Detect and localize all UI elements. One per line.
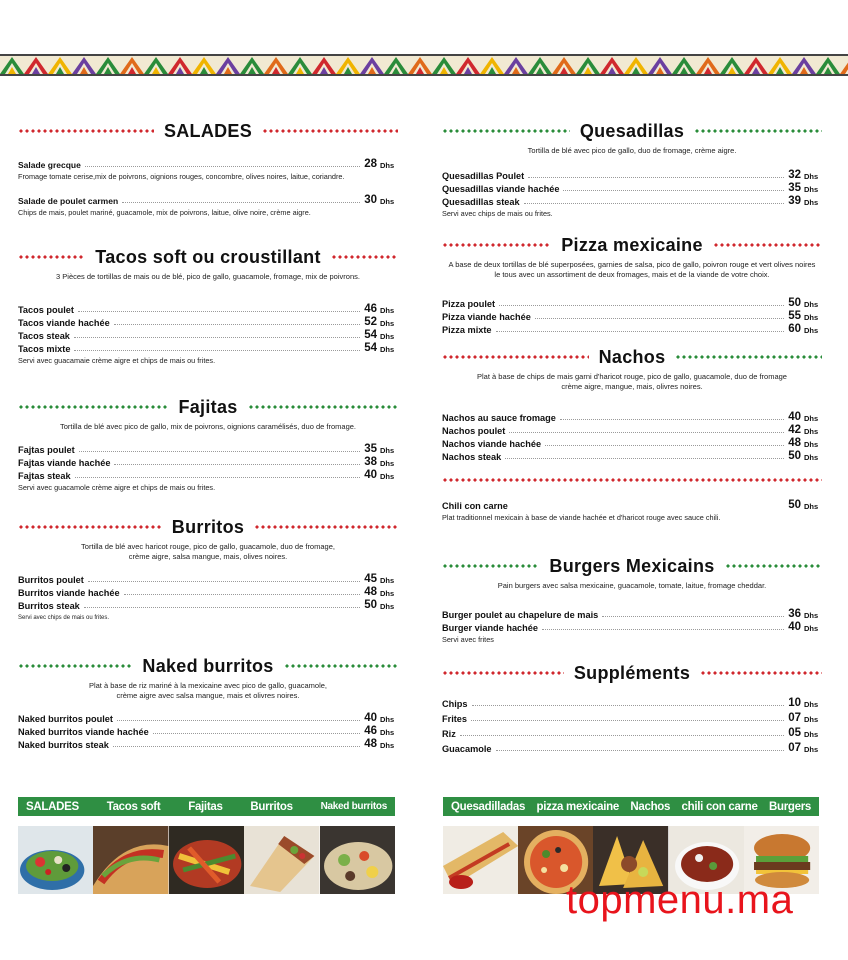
menu-item [18, 341, 398, 354]
item-name: Nachos viande hachée [442, 439, 542, 449]
section-description: Plat à base de chips de mais garni d'haricot rouge, pico de gallo, guacamole, duo de fromage crème aigre, mangue, mais, olivres noires. [477, 372, 787, 391]
category-label: Naked burritos [320, 801, 387, 812]
item-currency: Dhs [380, 332, 395, 341]
item-name: Burritos viande hachée [18, 588, 120, 598]
naked-burritos-photo [320, 826, 395, 894]
quesadillas-photo [443, 826, 518, 894]
section-title: Naked burritos [142, 655, 274, 676]
menu-item [442, 168, 822, 181]
section-burritos [18, 514, 398, 623]
section-description: Tortilla de blé avec pico de gallo, mix de poivrons, oignions caramélisés, duo de fromage. [60, 422, 356, 431]
dotted-rule [254, 525, 398, 529]
item-price: 52 [364, 316, 377, 328]
menu-item [442, 694, 822, 709]
item-currency: Dhs [804, 185, 819, 194]
item-currency: Dhs [380, 472, 395, 481]
section-description: Tortilla de blé avec pico de gallo, duo de fromage, crème aigre. [527, 146, 737, 155]
category-label: SALADES [26, 800, 79, 813]
item-currency: Dhs [380, 741, 395, 750]
section-description: Tortilla de blé avec haricot rouge, pico de gallo, guacamole, duo de fromage, crème aigre, salsa mangue, mais, olives noires. [81, 542, 335, 561]
item-name: Guacamole [442, 744, 492, 754]
item-currency: Dhs [380, 589, 395, 598]
item-currency: Dhs [380, 161, 395, 170]
item-price: 48 [364, 586, 377, 598]
category-bar-right [443, 797, 819, 816]
section-description: A base de deux tortillas de blé superposées, garnies de salsa, pico de gallo, poivron rouge et vert olives noires le tous avec un assortiment de deux fromages, mais et de la viande de votre choix. [448, 260, 816, 279]
item-name: Tacos mixte [18, 344, 71, 354]
item-currency: Dhs [804, 313, 819, 322]
section-title: Tacos soft ou croustillant [95, 246, 321, 267]
item-name: Chili con carne [442, 501, 508, 511]
item-price: 40 [364, 469, 377, 481]
item-price: 50 [788, 450, 801, 462]
item-currency: Dhs [380, 728, 395, 737]
section-naked-burritos [18, 653, 398, 750]
section-note: Servi avec guacamaie crème aigre et chips de mais ou frites. [18, 356, 216, 365]
menu-item [18, 468, 398, 481]
dotted-rule [284, 664, 398, 668]
item-name: Naked burritos poulet [18, 714, 113, 724]
menu-item [18, 585, 398, 598]
item-name: Salade grecque [18, 160, 81, 170]
section-chili [442, 478, 822, 523]
item-currency: Dhs [804, 300, 819, 309]
item-price: 46 [364, 725, 377, 737]
watermark-text: topmenu.ma [566, 878, 794, 922]
dotted-rule [442, 243, 551, 247]
category-label: Fajitas [188, 800, 223, 813]
menu-item [442, 607, 822, 620]
item-currency: Dhs [804, 730, 819, 739]
decorative-border [0, 54, 848, 76]
dotted-rule [442, 478, 822, 482]
category-label: pizza mexicaine [536, 800, 619, 813]
item-name: Quesadillas steak [442, 197, 520, 207]
menu-item [442, 436, 822, 449]
menu-item [442, 709, 822, 724]
dotted-rule [442, 355, 589, 359]
item-currency: Dhs [804, 611, 819, 620]
item-name: Pizza poulet [442, 299, 496, 309]
section-title: Fajitas [178, 396, 238, 417]
section-title: Burgers Mexicains [549, 555, 715, 576]
section-tacos [18, 244, 398, 366]
item-price: 10 [788, 697, 801, 709]
menu-item [18, 156, 398, 182]
item-name: Naked burritos viande hachée [18, 727, 149, 737]
dotted-rule [442, 671, 564, 675]
item-price: 07 [788, 712, 801, 724]
dotted-rule [248, 405, 398, 409]
menu-item [18, 455, 398, 468]
item-currency: Dhs [380, 446, 395, 455]
dotted-rule [18, 255, 85, 259]
item-name: Fajtas viande hachée [18, 458, 111, 468]
section-note: Servi avec chips de mais ou frites. [18, 615, 110, 621]
menu-item [442, 449, 822, 462]
section-fajitas [18, 394, 398, 493]
section-burgers [442, 553, 822, 645]
item-price: 39 [788, 195, 801, 207]
item-currency: Dhs [804, 502, 819, 511]
item-price: 46 [364, 303, 377, 315]
menu-item [442, 322, 822, 335]
item-currency: Dhs [380, 576, 395, 585]
burritos-photo [244, 826, 319, 894]
category-label: Quesadilladas [451, 800, 526, 813]
section-nachos [442, 344, 822, 462]
item-price: 54 [364, 329, 377, 341]
section-description: Pain burgers avec salsa mexicaine, guacamole, tomate, laitue, fromage cheddar. [497, 581, 767, 590]
section-note: Servi avec frites [442, 635, 494, 644]
item-currency: Dhs [804, 745, 819, 754]
dotted-rule [442, 129, 570, 133]
section-supplements [442, 660, 822, 754]
menu-item [18, 315, 398, 328]
dotted-rule [331, 255, 398, 259]
salad-photo [18, 826, 93, 894]
category-label: Burgers [769, 800, 811, 813]
item-name: Chips [442, 699, 468, 709]
menu-item [18, 711, 398, 724]
tacos-photo [93, 826, 168, 894]
section-title: Nachos [598, 346, 666, 367]
item-price: 40 [788, 621, 801, 633]
section-title: Quesadillas [579, 120, 685, 141]
section-description: Plat à base de riz mariné à la mexicaine avec pico de gallo, guacamole, crème aigre avec salsa mangue, mais et olivres noires. [88, 681, 328, 700]
item-name: Burger poulet au chapelure de mais [442, 610, 599, 620]
item-price: 48 [788, 437, 801, 449]
item-name: Riz [442, 729, 456, 739]
item-description: Chips de mais, poulet mariné, guacamole, mix de poivrons, laitue, olive noire, crème aigre. [18, 208, 311, 217]
category-label: chili con carne [681, 800, 758, 813]
category-label: Tacos soft [106, 800, 161, 813]
fajitas-photo [169, 826, 244, 894]
section-title: SALADES [163, 120, 253, 141]
item-currency: Dhs [804, 715, 819, 724]
item-name: Quesadillas Poulet [442, 171, 525, 181]
menu-item [442, 620, 822, 633]
item-name: Pizza viande hachée [442, 312, 531, 322]
menu-item [18, 737, 398, 750]
item-price: 48 [364, 738, 377, 750]
item-price: 28 [364, 158, 377, 170]
item-price: 50 [364, 599, 377, 611]
item-currency: Dhs [804, 453, 819, 462]
menu-item [442, 296, 822, 309]
item-price: 54 [364, 342, 377, 354]
item-price: 50 [788, 499, 801, 511]
item-price: 35 [788, 182, 801, 194]
item-currency: Dhs [804, 414, 819, 423]
item-name: Pizza mixte [442, 325, 492, 335]
item-currency: Dhs [804, 700, 819, 709]
item-name: Frites [442, 714, 468, 724]
item-currency: Dhs [380, 715, 395, 724]
section-description: 3 Pièces de tortillas de mais ou de blé, pico de gallo, guacamole, fromage, mix de poivrons. [56, 272, 360, 281]
menu-item [18, 328, 398, 341]
item-currency: Dhs [380, 306, 395, 315]
item-price: 60 [788, 323, 801, 335]
item-currency: Dhs [804, 326, 819, 335]
item-price: 32 [788, 169, 801, 181]
item-description: Plat traditionnel mexicain à base de viande hachée et d'haricot rouge avec sauce chili. [442, 513, 721, 522]
item-price: 05 [788, 727, 801, 739]
item-currency: Dhs [380, 319, 395, 328]
item-price: 38 [364, 456, 377, 468]
item-currency: Dhs [380, 197, 395, 206]
menu-item [18, 572, 398, 585]
section-quesadillas [442, 118, 822, 219]
section-title: Burritos [171, 516, 245, 537]
item-currency: Dhs [380, 459, 395, 468]
menu-item [18, 598, 398, 611]
item-name: Naked burritos steak [18, 740, 109, 750]
dotted-rule [700, 671, 822, 675]
item-name: Burritos steak [18, 601, 80, 611]
item-price: 07 [788, 742, 801, 754]
item-price: 50 [788, 297, 801, 309]
menu-item [442, 309, 822, 322]
menu-item [442, 194, 822, 207]
dotted-rule [725, 564, 822, 568]
item-price: 30 [364, 194, 377, 206]
dotted-rule [18, 405, 168, 409]
category-label: Burritos [250, 800, 293, 813]
menu-item [18, 442, 398, 455]
item-currency: Dhs [804, 624, 819, 633]
menu-item [442, 181, 822, 194]
dotted-rule [442, 564, 539, 568]
item-currency: Dhs [804, 427, 819, 436]
section-note: Servi avec chips de mais ou frites. [442, 209, 553, 218]
menu-item [18, 724, 398, 737]
item-name: Burritos poulet [18, 575, 84, 585]
dotted-rule [262, 129, 398, 133]
item-name: Tacos steak [18, 331, 70, 341]
item-name: Tacos poulet [18, 305, 74, 315]
menu-item [18, 192, 398, 218]
item-currency: Dhs [380, 602, 395, 611]
item-currency: Dhs [380, 345, 395, 354]
dotted-rule [18, 129, 154, 133]
item-name: Nachos au sauce fromage [442, 413, 556, 423]
section-salades [18, 118, 398, 226]
menu-item [442, 739, 822, 754]
dotted-rule [18, 525, 162, 529]
item-name: Fajtas steak [18, 471, 71, 481]
item-price: 45 [364, 573, 377, 585]
item-price: 42 [788, 424, 801, 436]
dotted-rule [713, 243, 822, 247]
item-currency: Dhs [804, 198, 819, 207]
item-name: Burger viande hachée [442, 623, 538, 633]
item-name: Tacos viande hachée [18, 318, 110, 328]
menu-item [442, 423, 822, 436]
section-pizza [442, 232, 822, 335]
section-title: Pizza mexicaine [561, 234, 703, 255]
item-name: Salade de poulet carmen [18, 196, 119, 206]
item-name: Nachos steak [442, 452, 502, 462]
menu-item [442, 724, 822, 739]
item-description: Fromage tomate cerise,mix de poivrons, oignions rouges, concombre, olives noires, laitue, coriandre. [18, 172, 345, 181]
item-name: Nachos poulet [442, 426, 506, 436]
food-photos-left [18, 826, 395, 894]
dotted-rule [694, 129, 822, 133]
item-currency: Dhs [804, 172, 819, 181]
dotted-rule [18, 664, 132, 668]
item-name: Fajtas poulet [18, 445, 75, 455]
item-price: 55 [788, 310, 801, 322]
section-title: Suppléments [573, 662, 691, 683]
item-price: 40 [364, 712, 377, 724]
dotted-rule [675, 355, 822, 359]
menu-item [442, 410, 822, 423]
item-price: 36 [788, 608, 801, 620]
item-name: Quesadillas viande hachée [442, 184, 560, 194]
section-note: Servi avec guacamole crème aigre et chips de mais ou frites. [18, 483, 216, 492]
item-price: 35 [364, 443, 377, 455]
item-currency: Dhs [804, 440, 819, 449]
category-bar-left [18, 797, 395, 816]
menu-item [18, 302, 398, 315]
category-label: Nachos [630, 800, 671, 813]
item-price: 40 [788, 411, 801, 423]
